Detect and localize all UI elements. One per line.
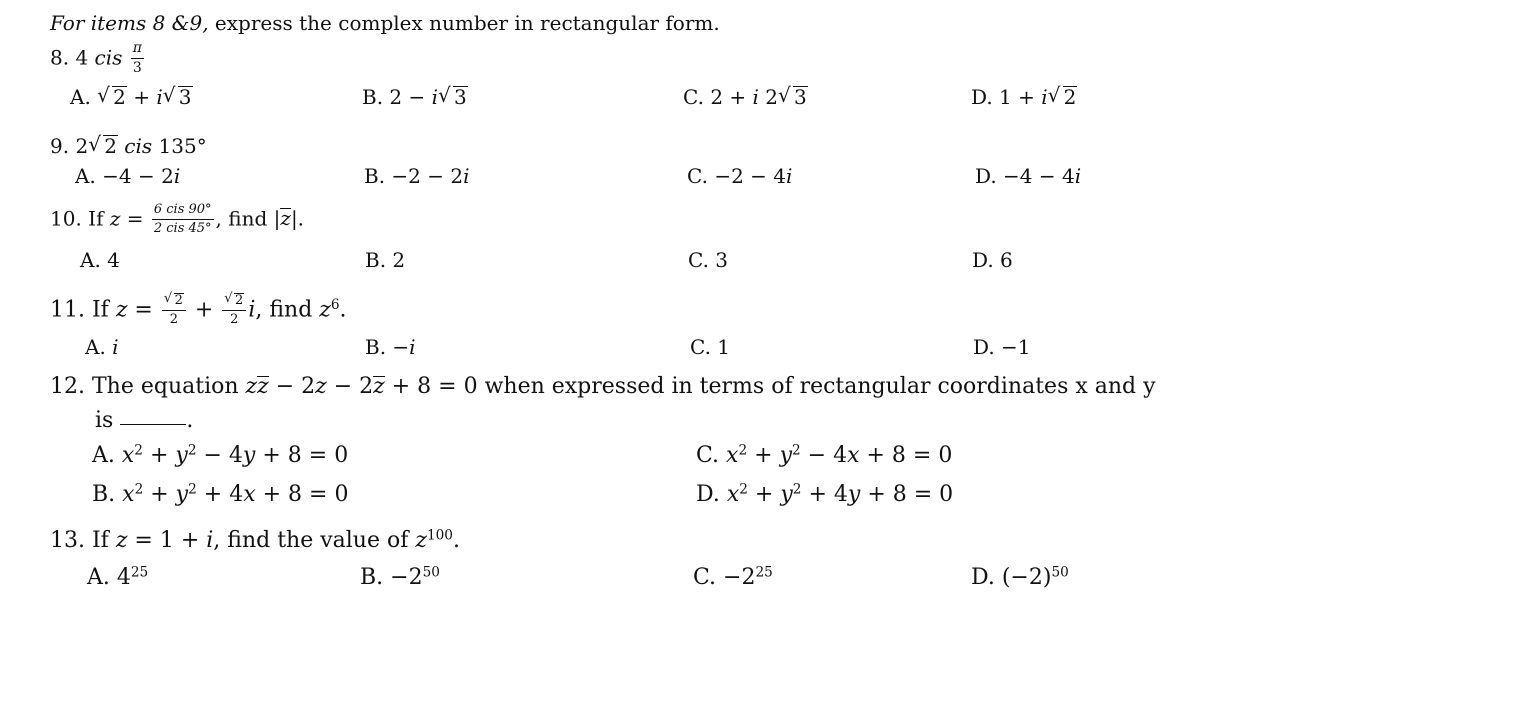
instruction-label: For items 8 &9, [50,11,209,35]
q13-a-value: A. 4 [87,565,131,590]
q9-option-a[interactable] [75,166,180,186]
imag-i: i [206,528,214,553]
q11-option-d[interactable]: D. −1 [973,335,1031,359]
var-x: x [726,443,739,468]
q13-eq: = 1 + [127,528,207,553]
q13-option-a[interactable] [87,564,149,590]
q9-coef: 2 [75,134,89,158]
var-z: z [415,528,427,553]
q10-option-a[interactable]: A. 4 [80,248,120,272]
q13-option-b[interactable] [360,564,440,590]
q12-b-tail: + 4 [196,482,244,507]
q11-option-b[interactable] [365,337,416,357]
q11-frac-den: 2 [169,312,178,328]
q12-mid: − 2 [268,374,316,399]
q12-c-end: + 8 = 0 [859,443,953,468]
q8-frac-num: π [131,41,144,59]
radicand: 2 [1063,85,1077,109]
q11-fraction-1 [162,293,186,328]
imag-i: i [112,335,119,359]
q9-option-d[interactable] [975,166,1081,186]
radicand: 2 [113,85,126,109]
var: x [243,482,256,507]
radicand: 3 [178,85,192,109]
var-x: x [726,482,740,507]
var-y: y [779,443,792,468]
q11-sqrt [224,293,244,308]
q8-b-letter: B. [362,85,384,109]
q8-a-sqrt2 [97,86,127,108]
var-y: y [780,482,793,507]
q8-option-c[interactable] [683,86,808,108]
exponent: 2 [792,481,802,498]
q12-option-c[interactable] [696,442,953,468]
imag-i: i [248,297,256,323]
q9-number: 9. [50,134,70,158]
q11-option-a[interactable] [85,337,119,357]
q8-option-d[interactable] [971,86,1077,108]
q8-c-mid: 2 [758,85,779,109]
question-10 [50,203,304,237]
q11-frac-den: 2 [230,312,239,328]
equals: = [127,297,160,323]
exponent: 2 [187,442,197,459]
q8-c-letter: C. [683,85,704,109]
question-11 [50,293,347,328]
q9-angle: 135° [158,134,207,158]
q12-prefix: 12. The equation [50,374,246,399]
q11-end: . [339,297,347,323]
imag-i: i [463,164,470,188]
q12-end: + 8 = 0 [384,374,478,399]
var: y [242,443,256,468]
imag-i: i [409,335,416,359]
imag-i: i [431,85,439,109]
q8-number: 8. [50,45,70,70]
question-12 [50,376,1156,398]
exponent: 2 [134,481,144,498]
imag-i: i [1074,164,1082,188]
q12-dot: . [186,408,194,433]
plus: + [747,443,780,468]
exponent: 2 [792,442,801,459]
exponent: 100 [426,527,453,544]
q10-prefix: 10. If [50,206,110,231]
var-x: x [122,482,135,507]
q10-frac-num: 6 cis 90° [152,203,214,220]
q10-option-b[interactable]: B. 2 [365,248,406,272]
q9-b-letter: B. [364,164,386,188]
q9-sqrt [88,135,118,157]
var-z: z [245,374,258,399]
exponent: 6 [330,296,340,313]
q8-option-a[interactable] [70,86,193,108]
q8-a-letter: A. [70,85,91,109]
q12-d-tail: + 4 [801,482,848,507]
q13-find: , find the value of [213,528,416,553]
q9-cis: cis [124,134,153,158]
q12-c-tail: − 4 [800,443,848,468]
equals: = [120,206,150,231]
radicand: 2 [174,293,183,308]
q12-b-letter: B. [92,482,123,507]
q8-coef: 4 [75,45,89,70]
q13-c-value: C. −2 [693,565,756,590]
q10-find: , find | [215,206,281,231]
var-z: z [115,297,128,323]
q12-a-tail: − 4 [196,443,243,468]
q12-option-d[interactable] [696,481,954,507]
q12-suffix: when expressed in terms of rectangular coordinates x and y [477,374,1156,399]
var-z: z [115,528,128,553]
q12-d-letter: D. [696,482,727,507]
q8-a-sqrt3 [163,86,193,108]
q13-end: . [452,528,460,553]
imag-i: i [1041,85,1048,109]
exponent: 50 [422,564,440,581]
q9-d-value: −4 − 4 [1003,164,1075,188]
q11-fraction-2 [222,293,246,328]
q9-c-value: −2 − 4 [714,164,786,188]
q12-a-letter: A. [92,443,122,468]
exponent: 2 [134,442,143,459]
q12-option-a[interactable] [92,442,349,468]
q11-a-letter: A. [85,335,113,359]
q9-b-value: −2 − 2 [391,164,464,188]
q12-c-letter: C. [696,443,727,468]
exponent: 2 [188,481,197,498]
q13-option-d[interactable] [971,564,1069,590]
q11-sqrt [164,293,184,308]
q8-fraction [131,41,144,77]
answer-blank [120,423,186,425]
q9-d-letter: D. [975,164,997,188]
radicand: 3 [454,85,467,109]
var-y: y [175,482,189,507]
q9-option-c[interactable] [687,166,792,186]
radicand: 2 [235,293,244,308]
exponent: 25 [130,564,149,581]
q9-c-letter: C. [687,164,708,188]
q8-b-pre: 2 − [389,85,432,109]
q8-c-pre: 2 + [710,85,753,109]
q10-end: |. [290,206,305,231]
q12-is: is [95,408,121,433]
var-z: z [109,206,121,231]
exponent: 50 [1051,564,1069,581]
q8-d-letter: D. [971,85,993,109]
var-y: y [175,443,188,468]
q11-option-c[interactable]: C. 1 [690,335,731,359]
var-zbar: z [373,374,385,399]
q8-c-sqrt3 [778,86,808,108]
q13-b-value: B. −2 [360,565,423,590]
q13-prefix: 13. If [50,528,116,553]
var-z: z [319,297,331,323]
plus: + [187,297,221,323]
question-13 [50,527,460,553]
question-9 [50,135,207,157]
q10-frac-den: 2 cis 45° [153,221,212,237]
q9-a-letter: A. [75,164,96,188]
q12-d-end: + 8 = 0 [860,482,954,507]
var: y [847,482,861,507]
q8-b-sqrt3 [438,86,468,108]
var: x [847,443,860,468]
plus: + [143,482,176,507]
q11-find: , find [255,297,320,323]
q13-d-value: D. (−2) [971,565,1052,590]
instruction-line [50,13,720,33]
imag-i: i [173,164,181,188]
q9-option-b[interactable] [364,166,470,186]
q13-option-c[interactable] [693,564,773,590]
q12-a-end: + 8 = 0 [255,443,349,468]
var-x: x [121,443,135,468]
q12-option-b[interactable] [92,481,349,507]
q8-option-b[interactable] [362,86,468,108]
instruction-text: express the complex number in rectangular form. [208,11,720,35]
q12-mid2: − 2 [326,374,374,399]
q8-d-sqrt2 [1048,86,1078,108]
q11-prefix: 11. If [50,297,116,323]
exponent: 2 [739,481,748,498]
radicand: 2 [104,134,117,158]
plus: + [747,482,781,507]
var-zbar: z [257,374,269,399]
q10-option-d[interactable]: D. 6 [972,248,1013,272]
imag-i: i [752,85,759,109]
radicand: 3 [794,85,807,109]
plus: + [142,443,176,468]
exponent: 25 [755,564,773,581]
var-z: z [315,374,327,399]
q8-frac-den: 3 [132,60,142,77]
var-zbar: z [280,206,291,231]
q10-fraction [152,203,214,237]
q8-cis: cis [94,45,123,70]
question-8 [50,41,146,77]
plus: + [126,85,157,109]
q10-option-c[interactable]: C. 3 [688,248,729,272]
q12-b-end: + 8 = 0 [255,482,349,507]
exponent: 2 [738,442,748,459]
q11-b-letter: B. − [365,335,410,359]
imag-i: i [786,164,793,188]
q8-d-pre: 1 + [999,85,1042,109]
q12-continuation [95,410,193,432]
q9-a-value: −4 − 2 [102,164,174,188]
imag-i: i [156,85,163,109]
